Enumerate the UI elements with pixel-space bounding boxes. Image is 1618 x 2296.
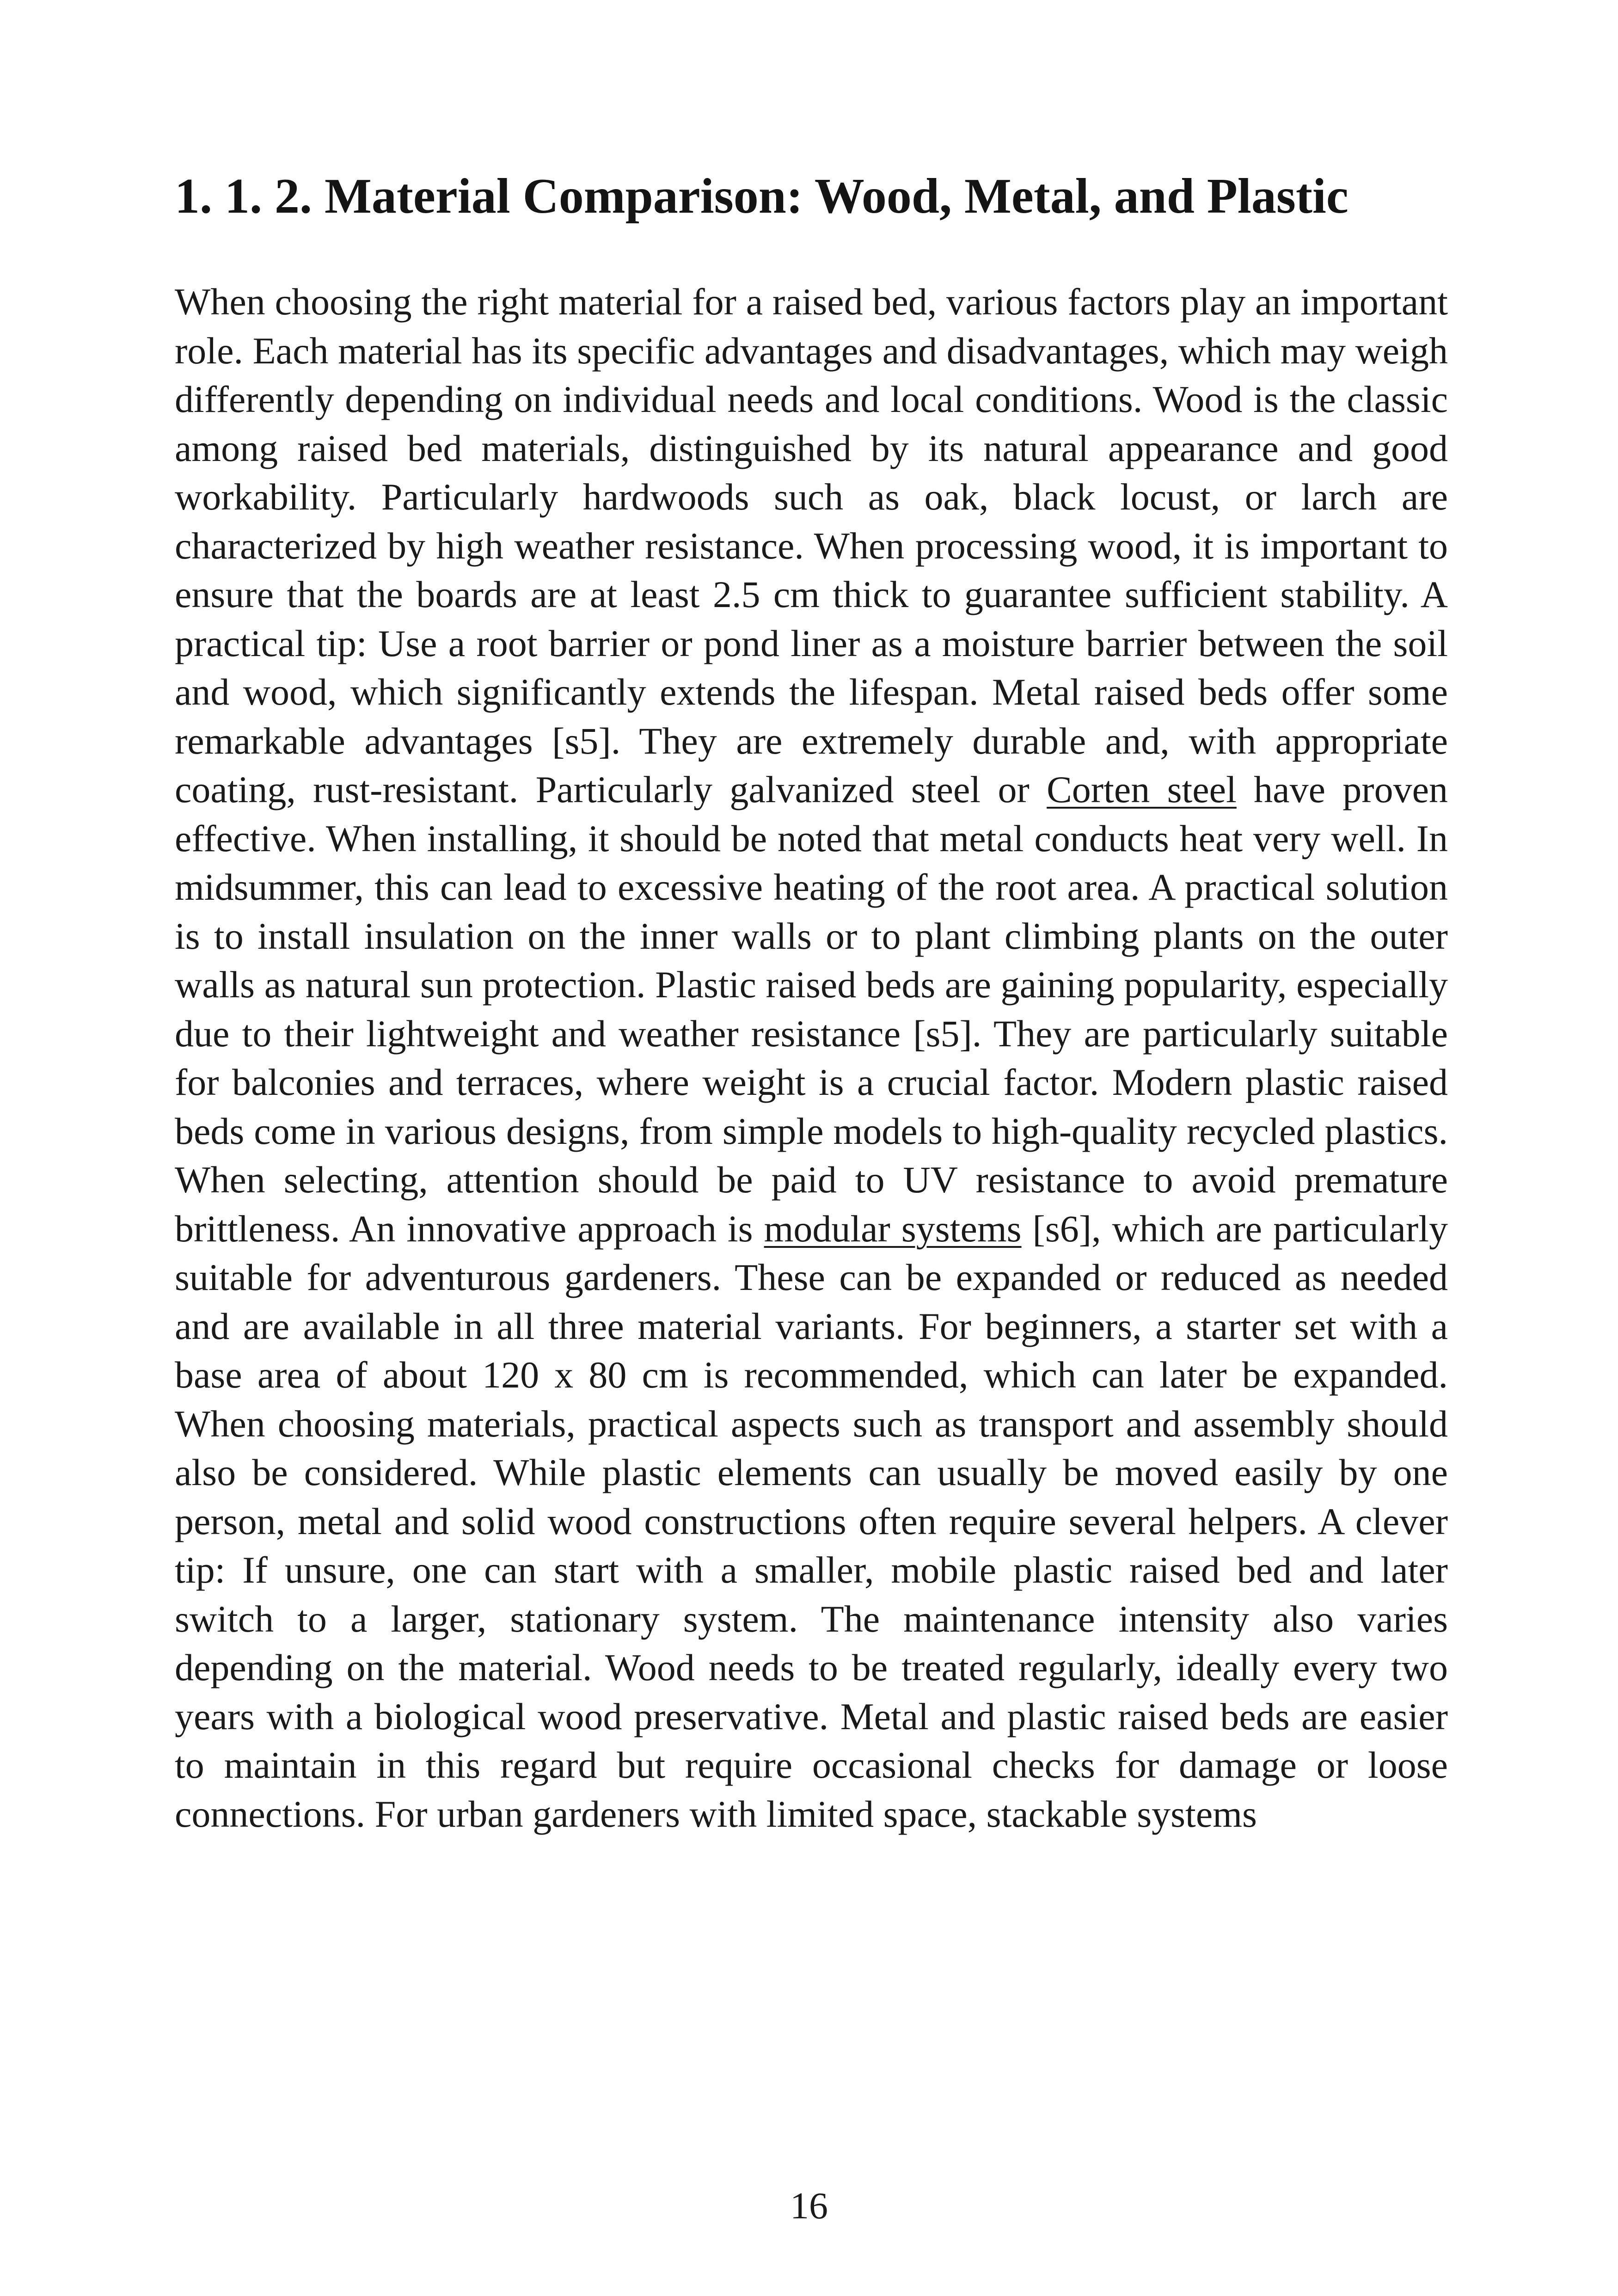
- page-number: 16: [790, 2185, 828, 2227]
- corten-steel-link[interactable]: Corten steel: [1047, 768, 1237, 810]
- body-text-part-3: [s6], which are particularly suitable for adventurous gardeners. These can be expanded or reduced as needed and are available in all three material variants. For beginners, a starter set with a base area of about 120 x 80 cm is recommended, which can later be expanded. When choosing materials, practical aspects such as transport and assembly should also be considered. While plastic elements can usually be moved easily by one person, metal and solid wood constructions often require several helpers. A clever tip: If unsure, one can start with a smaller, mobile plastic raised bed and later switch to a larger, stationary system. The maintenance intensity also varies depending on the material. Wood needs to be treated regularly, ideally every two years with a biological wood preservative. Metal and plastic raised beds are easier to maintain in this regard but require occasional checks for damage or loose connections. For urban gardeners with limited space, stackable systems: [175, 1207, 1448, 1835]
- body-text-part-1: When choosing the right material for a raised bed, various factors play an important role. Each material has its specific advantages and disadvantages, which may weigh differently depending on individual needs and local conditions. Wood is the classic among raised bed materials, distinguished by its natural appearance and good workability. Particularly hardwoods such as oak, black locust, or larch are characterized by high weather resistance. When processing wood, it is important to ensure that the boards are at least 2.5 cm thick to guarantee sufficient stability. A practical tip: Use a root barrier or pond liner as a moisture barrier between the soil and wood, which significantly extends the lifespan. Metal raised beds offer some remarkable advantages [s5]. They are extremely durable and, with appropriate coating, rust-resistant. Particularly galvanized steel or: [175, 281, 1448, 810]
- modular-systems-link[interactable]: modular systems: [764, 1207, 1022, 1250]
- body-text-part-2: have proven effective. When installing, it should be noted that metal conducts heat very well. In midsummer, this can lead to excessive heating of the root area. A practical solution is to install insulation on the inner walls or to plant climbing plants on the outer walls as natural sun protection. Plastic raised beds are gaining popularity, especially due to their lightweight and weather resistance [s5]. They are particularly suitable for balconies and terraces, where weight is a crucial factor. Modern plastic raised beds come in various designs, from simple models to high-quality recycled plastics. When selecting, attention should be paid to UV resistance to avoid premature brittleness. An innovative approach is: [175, 768, 1448, 1250]
- section-heading: 1. 1. 2. Material Comparison: Wood, Metal, and Plastic: [175, 169, 1348, 224]
- body-paragraph: [175, 277, 1448, 1838]
